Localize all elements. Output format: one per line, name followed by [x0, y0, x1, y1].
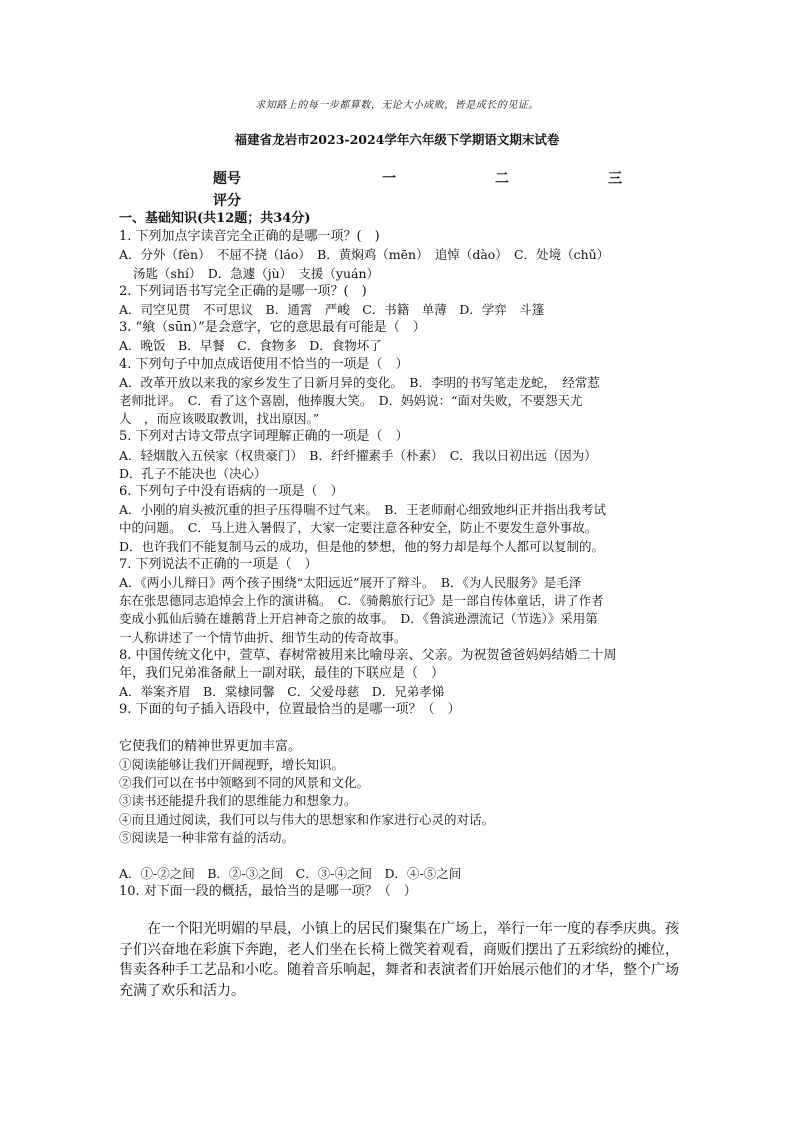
question-1: 1. 下列加点字读音完全正确的是哪一项？( ) [119, 229, 380, 245]
q10-passage: 在一个阳光明媚的早晨，小镇上的居民们聚集在广场上，举行一年一度的春季庆典。孩子们兴奋地在彩旗下奔跑，老人们坐在长椅上微笑着观看，商贩们摆出了五彩缤纷的摊位，售卖各种手工艺品和小吃。随着音乐响起，舞者和表演者们开始展示他们的才华，整个广场充满了欢乐和活力。 [119, 921, 679, 999]
q6-line2: 中的问题。 C．马上进入暑假了，大家一定要注意各种安全，防止不要发生意外事故。 [119, 520, 598, 536]
q9-sentence: ①阅读能够让我们开阔视野，增长知识。 [119, 756, 345, 772]
question-10: 10. 对下面一段的概括，最恰当的是哪一项？（ ） [119, 884, 417, 900]
q4-line3: 人 ，而应该吸取教训，找出原因。” [119, 411, 320, 427]
q2-options: A．司空见贯 不可思议 B．通霄 严峻 C．书籍 单薄 D．学弈 斗篷 [119, 302, 545, 318]
exam-content [119, 210, 679, 1001]
q9-insert-sentence: 它使我们的精神世界更加丰富。 [119, 738, 302, 754]
score-col-2: 二 [495, 171, 509, 187]
q1-options-line1: A．分外（fèn） 不屈不挠（láo） B．黄焖鸡（mēn） 追悼（dào） C．处境（chǔ） [119, 247, 610, 263]
q9-sentence: ⑤阅读是一种非常有益的活动。 [119, 829, 295, 845]
q7-line3: 变成小狐仙后骑在雄鹅背上开启神奇之旅的故事。 D．《鲁滨逊漂流记（节选）》采用第 [119, 611, 598, 627]
section-heading: 一、基础知识(共12题；共34分) [119, 211, 311, 226]
question-4: 4. 下列句子中加点成语使用不恰当的一项是（ ） [119, 356, 409, 372]
q5-line1: A．轻烟散入五侯家（权贵豪门） B．纤纤擢素手（朴素） C．我以日初出远（因为） [119, 447, 597, 463]
score-label-score: 评分 [213, 193, 241, 209]
q9-sentence: ③读书还能提升我们的思维能力和想象力。 [119, 793, 357, 809]
q9-sentence: ②我们可以在书中领略到不同的风景和文化。 [119, 775, 370, 791]
q9-options: A．①-②之间 B．②-③之间 C．③-④之间 D．④-⑤之间 [119, 865, 462, 881]
question-2: 2. 下列词语书写完全正确的是哪一项？( ) [119, 283, 367, 299]
page-title: 福建省龙岩市2023-2024学年六年级下学期语文期末试卷 [234, 132, 560, 147]
question-6: 6. 下列句子中没有语病的一项是（ ） [119, 484, 344, 500]
question-8-line1: 8. 中国传统文化中，萱草、春树常被用来比喻母亲、父亲。为祝贺爸爸妈妈结婚二十周 [119, 647, 617, 663]
header-motto: 求知路上的每一步都算数，无论大小成败，皆是成长的见证。 [255, 100, 539, 111]
score-col-3: 三 [608, 171, 622, 187]
q8-options: A．举案齐眉 B．棠棣同馨 C．父爱母慈 D．兄弟孝悌 [119, 684, 445, 700]
q6-line1: A．小刚的肩头被沉重的担子压得喘不过气来。 B．王老师耐心细致地纠正并指出我考试 [119, 502, 606, 518]
q4-line1: A．改革开放以来我的家乡发生了日新月异的变化。 B．李明的书写笔走龙蛇， 经常惹 [119, 374, 600, 390]
question-7: 7. 下列说法不正确的一项是（ ） [119, 556, 318, 572]
q3-options: A．晚饭 B．早餐 C．食物多 D．食物坏了 [119, 338, 382, 354]
question-5: 5. 下列对古诗文带点字词理解正确的一项是（ ） [119, 429, 409, 445]
q7-line4: 一人称讲述了一个情节曲折、细节生动的传奇故事。 [119, 629, 407, 645]
q4-line2: 老师批评。 C．看了这个喜剧，他捧腹大笑。 D．妈妈说：“面对失败，不要怨天尤 [119, 393, 583, 409]
q7-line1: A．《两小儿辩日》两个孩子围绕“太阳远近”展开了辩斗。 B．《为人民服务》是毛泽 [119, 575, 582, 591]
question-9: 9. 下面的句子插入语段中，位置最恰当的是哪一项？（ ） [119, 702, 461, 718]
score-label-question: 题号 [213, 171, 241, 187]
question-3: 3. “飨（sūn）”是会意字，它的意思最有可能是（ ） [119, 320, 426, 336]
q5-line2: D．孔子不能决也（决心） [119, 465, 267, 481]
question-8-line2: 年，我们兄弟准备献上一副对联，最佳的下联应是（ ） [119, 666, 445, 682]
score-col-1: 一 [382, 171, 396, 187]
q6-line3: D．也许我们不能复制马云的成功，但是他的梦想，他的努力却是每个人都可以复制的。 [119, 538, 605, 554]
q9-sentence: ④而且通过阅读，我们可以与伟大的思想家和作家进行心灵的对话。 [119, 811, 495, 827]
q7-line2: 东在张思德同志追悼会上作的演讲稿。 C．《骑鹅旅行记》是一部自传体童话，讲了作者 [119, 593, 604, 609]
q1-options-line2: 汤匙（shí） D．急遽（jù） 支援（yuán） [133, 265, 380, 281]
